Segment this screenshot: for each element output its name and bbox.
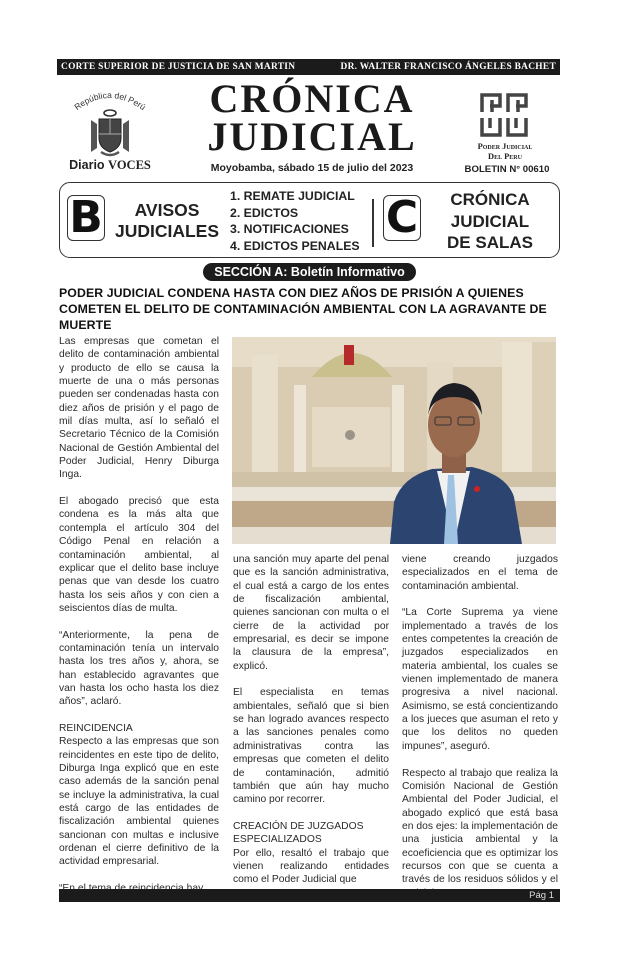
sections-index (59, 182, 560, 258)
article-column-3 (402, 553, 558, 900)
diario-voces-logo (65, 88, 155, 178)
section-b-letter[interactable]: B (67, 195, 105, 241)
section-b-title[interactable]: AVISOS JUDICIALES (114, 200, 220, 241)
photo-illustration (232, 337, 556, 544)
paragraph: Respecto a las empresas que son reincidentes en este tipo de delito, Diburga Inga explicó que en este caso además de la sanción penal se incluye la administrativa, la cual está cargo de las entidades de fiscalización ambiental quienes sancionan con multas e inclusive ordenan el cierre definitivo de la actividad empresarial. (59, 736, 219, 868)
paragraph: Las empresas que cometan el delito de contaminación ambiental y producto de ello se causa la muerte de una o más personas pueden ser condenadas hasta con diez años de prisión y el pago de mil días multa, así lo señaló el Secretario Técnico de la Comisión Nacional de Gestión Ambiental del Poder Judicial, Henry Diburga Inga. (59, 336, 219, 481)
diario-voces-label: Diario VOCES (69, 158, 151, 172)
article-column-1 (59, 335, 219, 895)
poder-judicial-name: Poder Judicial Del Peru (477, 142, 533, 161)
section-c-letter[interactable]: C (383, 195, 421, 241)
section-b-item[interactable]: 1. REMATE JUDICIAL (230, 189, 355, 203)
newspaper-title: CRÓNICA JUDICIAL (207, 76, 417, 159)
paragraph: “Anteriormente, la pena de contaminación tenía un intervalo hasta los tres años y, ahora, se han establecido agravantes que van hasta los ocho hasta los diez años”, aclaró. (59, 629, 219, 708)
masthead (57, 78, 560, 178)
article-photo (232, 337, 556, 544)
subheading-reincidencia: REINCIDENCIA (59, 722, 133, 734)
section-b-item[interactable]: 4. EDICTOS PENALES (230, 238, 360, 253)
section-b-item[interactable]: 2. EDICTOS (230, 205, 299, 220)
poder-judicial-mark-icon (479, 92, 529, 138)
paragraph: una sanción muy aparte del penal que es la sanción administrativa, el cual está a cargo de los entes de fiscalización ambiental, quienes sancionan con multa o el cierre de la actividad por empresarial, es decir se impone la clausura de la empresa”, explicó. (233, 554, 389, 672)
article-headline: PODER JUDICIAL CONDENA HASTA CON DIEZ AÑOS DE PRISIÓN A QUIENES COMETEN EL DELITO DE CONTAMINACIÓN AMBIENTAL CON LA AGRAVANTE DE MUERTE (59, 286, 547, 332)
paragraph: “La Corte Suprema ya viene implementado a través de los entes competentes la creación de juzgados especializados en materia ambiental, los cuales se vienen implementado de manera progresiva a nivel nacional. Asimismo, se está concientizando a los jueces que asuman el reto y que los delitos no queden impunes”, aseguró. (402, 607, 558, 752)
page-number: Pág 1 (529, 890, 554, 901)
president-name: DR. WALTER FRANCISCO ÁNGELES BACHET (340, 62, 556, 72)
coat-of-arms-icon (87, 108, 133, 158)
issue-date: Moyobamba, sábado 15 de julio del 2023 (210, 162, 414, 174)
article-column-2 (233, 553, 389, 887)
section-b-items (230, 188, 360, 254)
svg-text:República del Perú: República del Perú (72, 89, 148, 113)
boletin-number: BOLETIN N° 00610 (464, 164, 550, 175)
section-b-item[interactable]: 3. NOTIFICACIONES (230, 222, 349, 236)
paragraph: El abogado precisó que esta condena es la más alta que contempla el artículo 304 del Código Penal en relación a contaminación ambiental, al explicar que el delito base incluye penas que van desde los cuatro hasta los seis años y con cien a seiscientos días de multa. (59, 496, 219, 614)
page-footer (59, 889, 560, 902)
section-label: SECCIÓN A: Boletín Informativo (203, 263, 416, 281)
paragraph: El especialista en temas ambientales, señaló que si bien se han logrado avances respecto a las sanciones penales como administrativas contra las empresas que cometen el delito de contaminación, admitió también que aún hay mucho camino por recorrer. (233, 687, 389, 806)
section-divider (372, 199, 374, 247)
paragraph: Por ello, resaltó el trabajo que vienen realizando entidades como el Poder Judicial que (233, 847, 389, 886)
paragraph: viene creando juzgados especializados en el tema de contaminación ambiental. (402, 554, 558, 592)
paragraph: Respecto al trabajo que realiza la Comisión Nacional de Gestión Ambiental del Poder Judicial, el abogado explicó que está basa en dos ejes: la implementación de una justicia ambiental y la ecoeficiencia que es optimizar los recursos con que se cuenta a través de los residuos sólidos y el (402, 767, 558, 886)
court-name: CORTE SUPERIOR DE JUSTICIA DE SAN MARTIN (61, 62, 296, 72)
section-c-title[interactable]: CRÓNICA JUDICIAL DE SALAS (447, 190, 533, 252)
top-bar (57, 59, 560, 75)
subheading-creacion-juzgados: CREACIÓN DE JUZGADOS ESPECIALIZADOS (233, 820, 364, 846)
